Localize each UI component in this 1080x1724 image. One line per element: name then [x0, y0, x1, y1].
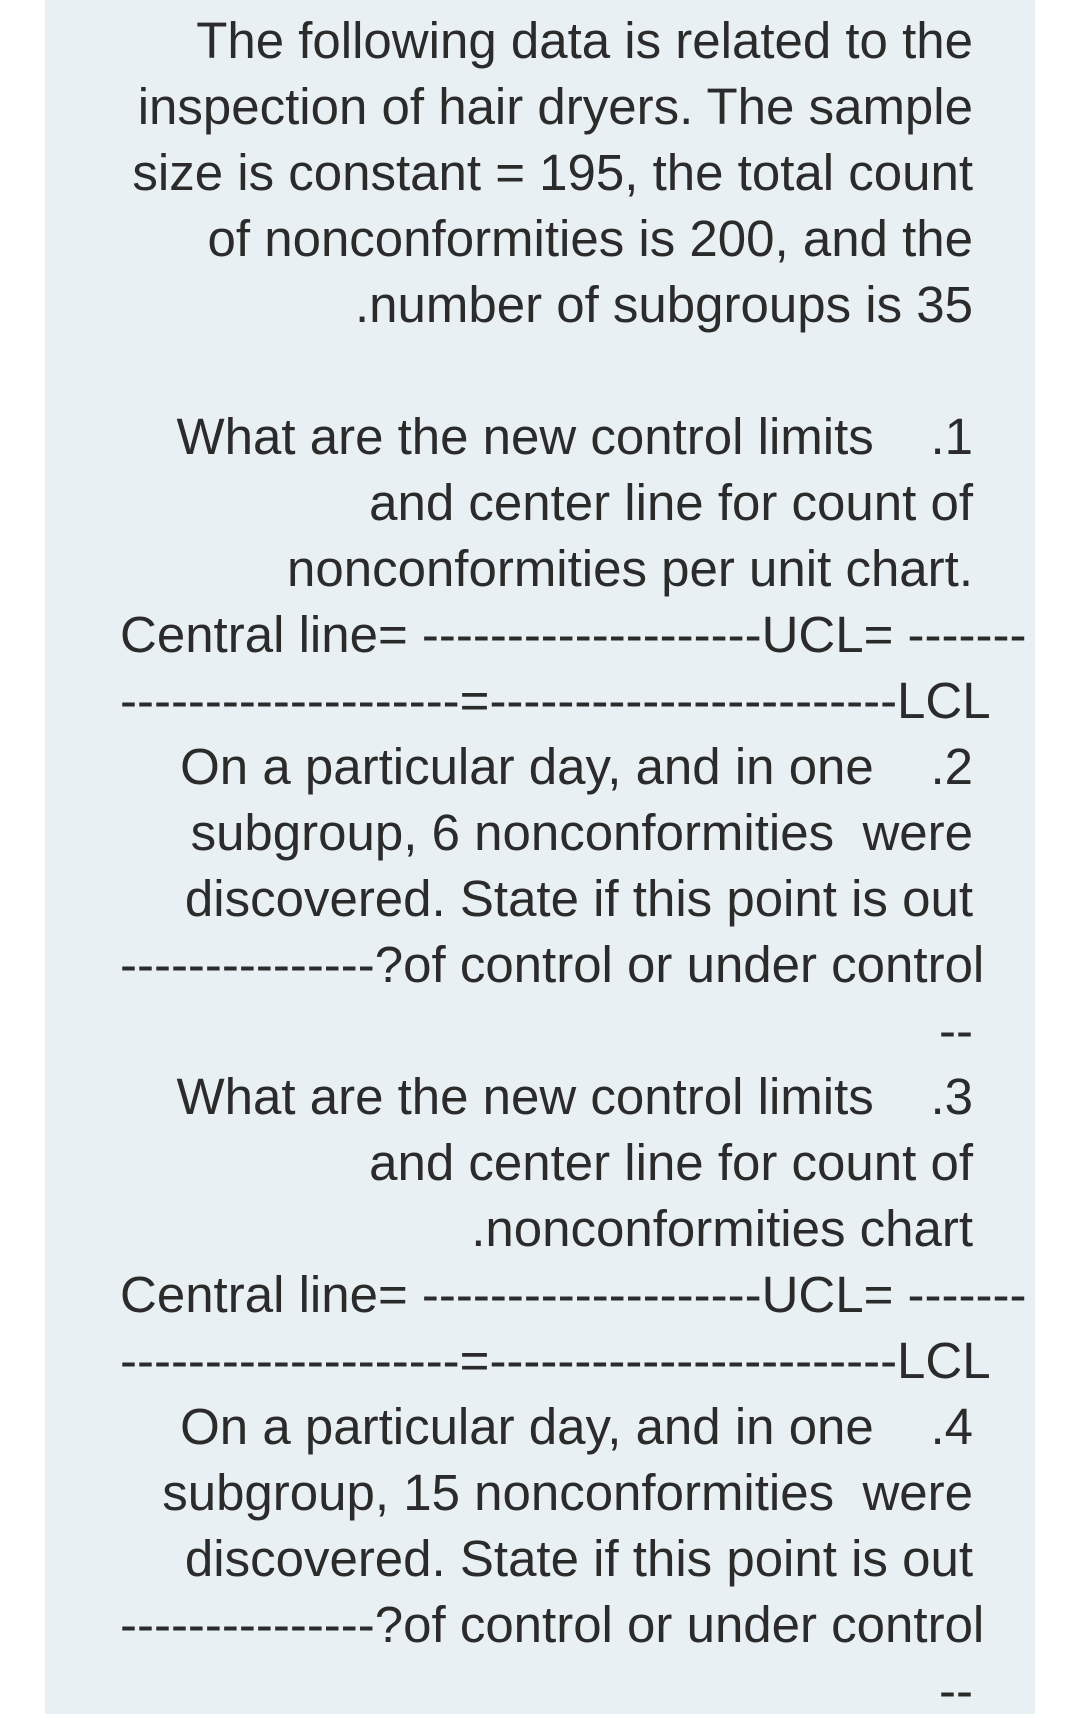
question-2-line: discovered. State if this point is out: [184, 870, 973, 927]
question-2-line: subgroup, 6 nonconformities were: [190, 804, 973, 861]
intro-line: .number of subgroups is 35: [354, 276, 973, 333]
question-3-answer-line: --------------------=------------------------LCL: [120, 1332, 991, 1389]
question-4-line: discovered. State if this point is out: [184, 1530, 973, 1587]
question-1-answer-line: --------------------=------------------------LCL: [120, 672, 991, 729]
spacer: [120, 338, 973, 404]
intro-line: The following data is related to the: [196, 12, 973, 69]
question-3-line: What are the new control limits .3: [176, 1068, 973, 1125]
intro-line: inspection of hair dryers. The sample: [137, 78, 973, 135]
question-4-line: subgroup, 15 nonconformities were: [162, 1464, 973, 1521]
question-3-line: .nonconformities chart: [471, 1200, 973, 1257]
question-1-line: nonconformities per unit chart.: [286, 540, 973, 597]
question-1-answer-line: Central line= --------------------UCL= -------: [120, 606, 1027, 663]
question-4-line: On a particular day, and in one .4: [180, 1398, 973, 1455]
question-2-line: --: [939, 1002, 973, 1059]
question-3-line: and center line for count of: [369, 1134, 973, 1191]
question-3-answer-line: Central line= --------------------UCL= -------: [120, 1266, 1027, 1323]
question-4-line: ---------------?of control or under control: [120, 1596, 985, 1653]
question-text: [120, 8, 1027, 1724]
question-1-line: and center line for count of: [369, 474, 973, 531]
intro-line: of nonconformities is 200, and the: [207, 210, 973, 267]
question-2-line: On a particular day, and in one .2: [180, 738, 973, 795]
question-2-line: ---------------?of control or under control: [120, 936, 985, 993]
intro-line: size is constant = 195, the total count: [132, 144, 973, 201]
question-1-line: What are the new control limits .1: [176, 408, 973, 465]
question-4-line: --: [939, 1662, 973, 1719]
